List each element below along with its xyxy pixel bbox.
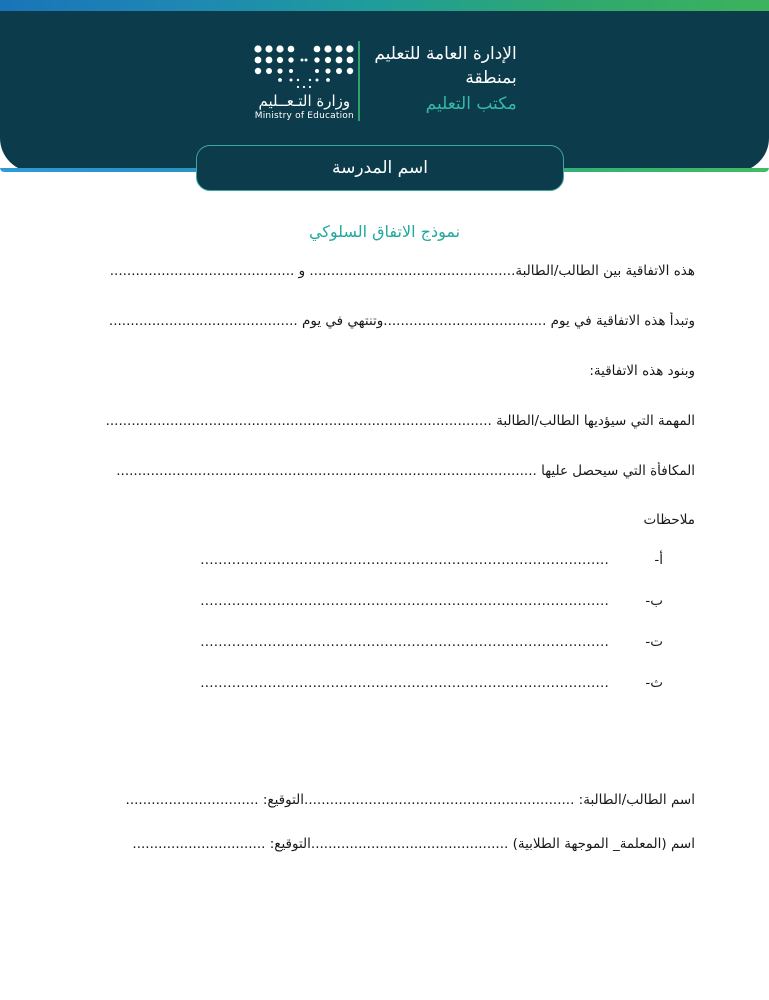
ministry-english-wordmark: Ministry of Education <box>254 111 354 121</box>
agreement-duration-line: وتبدأ هذه الاتفاقية في يوم ......................................وتنتهي في يوم ............................................ <box>108 312 695 329</box>
student-task-line: المهمة التي سيؤديها الطالب/الطالبة .......................................................................................... <box>105 412 695 429</box>
note-dotted-line: ........................................................................................... <box>200 675 609 692</box>
student-signature-line: اسم الطالب/الطالبة: ...............................................................التوقيع: ............................... <box>125 792 695 808</box>
document-body <box>0 262 769 716</box>
note-marker: ث- <box>645 675 663 692</box>
note-dotted-line: ........................................................................................... <box>200 593 609 610</box>
notes-heading: ملاحظات <box>643 512 695 529</box>
agreement-parties-line: هذه الاتفاقية بين الطالب/الطالبة................................................ و ........................................... <box>109 263 695 279</box>
admin-line-1: الإدارة العامة للتعليم <box>374 44 517 64</box>
note-item <box>52 593 695 609</box>
note-marker: أ- <box>654 552 663 569</box>
ministry-arabic-wordmark: وزارة التـعــليم <box>258 92 351 110</box>
ministry-logo <box>252 41 356 121</box>
education-office-label: مكتب التعليم <box>425 94 517 115</box>
school-name-tab[interactable] <box>196 145 564 191</box>
moe-dot-emblem-icon <box>252 43 356 89</box>
note-marker: ب- <box>645 593 663 610</box>
note-dotted-line: ........................................................................................... <box>200 552 609 569</box>
teacher-signature-line: اسم (المعلمة_ الموجهة الطلابية) ..............................................التوقيع: ............................... <box>132 836 695 852</box>
note-item <box>52 552 695 568</box>
note-marker: ت- <box>645 634 663 651</box>
terms-heading: وبنود هذه الاتفاقية: <box>589 362 695 379</box>
page-title: نموذج الاتفاق السلوكي <box>308 222 461 241</box>
note-item <box>52 634 695 650</box>
note-dotted-line: ........................................................................................... <box>200 634 609 651</box>
logo-divider <box>358 41 360 121</box>
school-name-label: اسم المدرسة <box>332 157 428 178</box>
signature-section <box>0 792 769 880</box>
note-item <box>52 675 695 691</box>
ministry-logo-marks <box>252 41 356 121</box>
reward-line: المكافأة التي سيحصل عليها .................................................................................................. <box>116 462 695 479</box>
administration-titles <box>374 41 516 116</box>
top-gradient-bar <box>0 0 769 11</box>
admin-line-2: بمنطقة <box>465 68 517 89</box>
header-content <box>0 41 769 121</box>
